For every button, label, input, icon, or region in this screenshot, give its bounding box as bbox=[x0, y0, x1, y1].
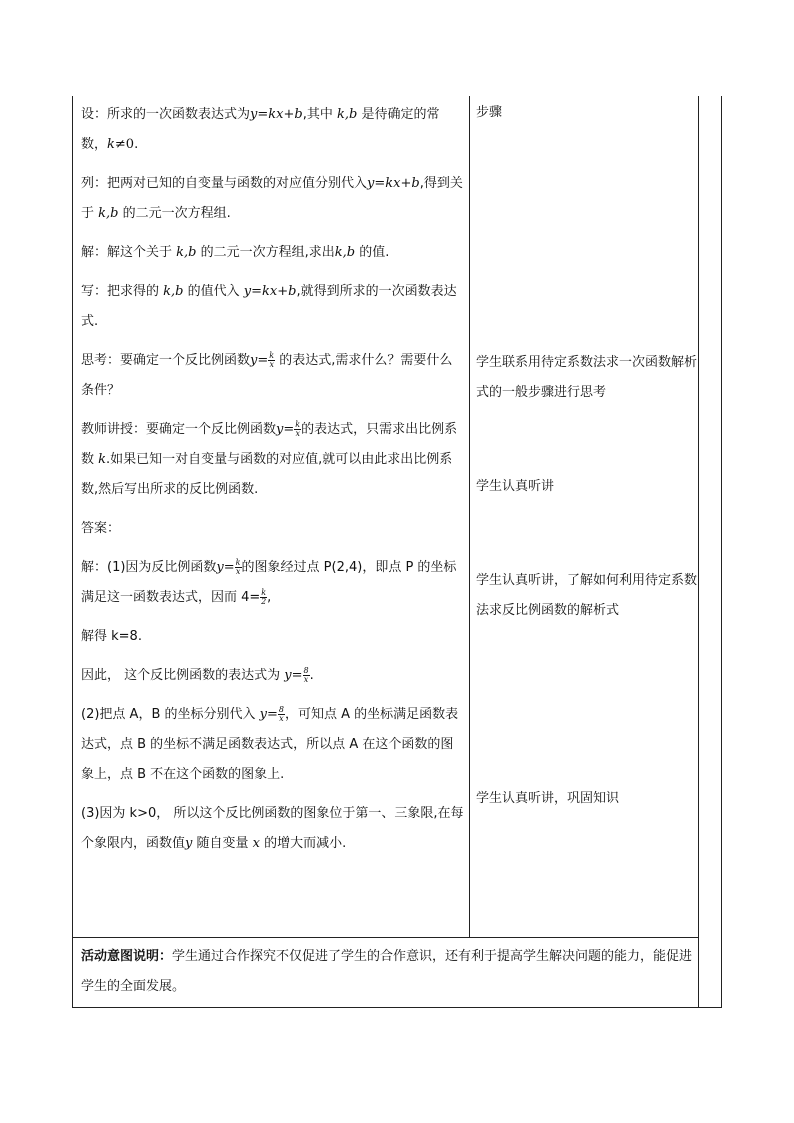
fraction: $\frac{k}{x}$ bbox=[269, 351, 275, 369]
solution-part-1: 解：(1)因为反比例函数y= $\frac{k}{x}$ 的图象经过点 P(2,4)，即点 P 的坐标满足这一函数表达式，因而 4= $\frac{k}{2}$ , bbox=[81, 558, 457, 606]
student-listen-1: 学生认真听讲 bbox=[476, 479, 555, 494]
solution-part-3: (3)因为 k>0， 所以这个反比例函数的图象位于第一、三象限,在每个象限内，函数值y 随自变量 x 的增大而减小. bbox=[81, 806, 464, 851]
answer-label: 答案： bbox=[81, 521, 121, 536]
step-solve: 解：解这个关于 k,b 的二元一次方程组,求出k,b 的值. bbox=[81, 245, 390, 260]
fraction: $\frac{k}{2}$ bbox=[261, 588, 267, 606]
student-listen-2: 学生认真听讲，了解如何利用待定系数法求反比例函数的解析式 bbox=[476, 573, 698, 618]
content-column bbox=[81, 100, 465, 868]
student-listen-3: 学生认真听讲，巩固知识 bbox=[476, 791, 620, 806]
fraction: $\frac{k}{x}$ bbox=[295, 420, 301, 438]
solution-k-value: 解得 k=8. bbox=[81, 629, 142, 644]
column-divider bbox=[469, 96, 470, 937]
solution-expression: 因此， 这个反比例函数的表达式为 y= $\frac{8}{x}$ . bbox=[81, 666, 314, 684]
step-write: 写：把求得的 k,b 的值代入 y=kx+b,就得到所求的一次函数表达式. bbox=[81, 284, 457, 329]
fraction: $\frac{8}{x}$ bbox=[278, 705, 284, 723]
step-list: 列：把两对已知的自变量与函数的对应值分别代入y=kx+b,得到关于 k,b 的二元一次方程组. bbox=[81, 176, 463, 221]
solution-part-2: (2)把点 A，B 的坐标分别代入 y= $\frac{8}{x}$ ，可知点 A 的坐标满足函数表达式，点 B 的坐标不满足函数表达式，所以点 A 在这个函数的图象上，点 B 不在这个函数的图象上. bbox=[81, 705, 459, 782]
steps-label: 步骤 bbox=[476, 105, 503, 120]
column-divider bbox=[698, 96, 699, 1008]
step-set: 设：所求的一次函数表达式为y=kx+b,其中 k,b 是待确定的常数，k≠0. bbox=[81, 107, 440, 152]
activity-intent: 活动意图说明：学生通过合作探究不仅促进了学生的合作意识，还有利于提高学生解决问题的能力，能促进学生的全面发展。 bbox=[81, 949, 693, 994]
student-think: 学生联系用待定系数法求一次函数解析式的一般步骤进行思考 bbox=[476, 355, 698, 400]
fraction: $\frac{k}{x}$ bbox=[235, 558, 241, 576]
fraction: $\frac{8}{x}$ bbox=[303, 666, 309, 684]
think-question: 思考：要确定一个反比例函数y= $\frac{k}{x}$ 的表达式,需求什么？需要什么条件？ bbox=[81, 351, 453, 398]
lesson-table bbox=[72, 96, 722, 1008]
row-divider bbox=[73, 937, 698, 938]
teacher-explanation: 教师讲授：要确定一个反比例函数y= $\frac{k}{x}$ 的表达式，只需求出比例系数 k.如果已知一对自变量与函数的对应值,就可以由此求出比例系数,然后写出所求的反比例函数. bbox=[81, 420, 458, 497]
